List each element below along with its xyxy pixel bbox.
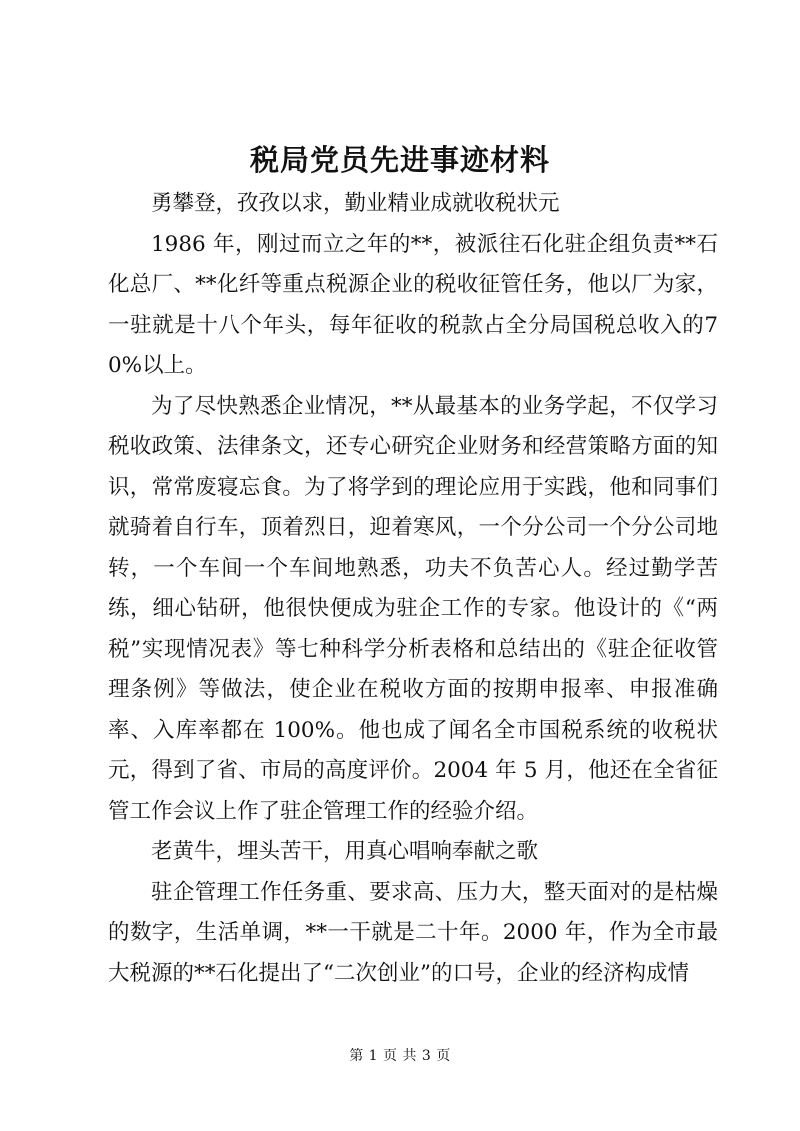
document-body	[108, 184, 718, 994]
document-title: 税局党员先进事迹材料	[249, 143, 550, 177]
paragraph-1: 1986 年，刚过而立之年的**，被派往石化驻企组负责**石化总厂、**化纤等重点税源企业的税收征管任务，他以厂为家，一驻就是十八个年头，每年征收的税款占全分局国税总收入的70%以上。	[108, 231, 718, 378]
section-heading-2: 老黄牛，埋头苦干，用真心唱响奉献之歌	[151, 839, 539, 864]
section-heading-1: 勇攀登，孜孜以求，勤业精业成就收税状元	[151, 191, 560, 216]
page-number-footer: 第 1 页 共 3 页	[349, 1048, 451, 1064]
paragraph-2: 为了尽快熟悉企业情况，**从最基本的业务学起，不仅学习税收政策、法律条文，还专心研究企业财务和经营策略方面的知识，常常废寝忘食。为了将学到的理论应用于实践，他和同事们就骑着自行车，顶着烈日，迎着寒风，一个分公司一个分公司地转，一个车间一个车间地熟悉，功夫不负苦心人。经过勤学苦练，细心钻研，他很快便成为驻企工作的专家。他设计的《“两税”实现情况表》等七种科学分析表格和总结出的《驻企征收管理条例》等做法，使企业在税收方面的按期申报率、申报准确率、入库率都在 100%。他也成了闻名全市国税系统的收税状元，得到了省、市局的高度评价。2004 年 5 月，他还在全省征管工作会议上作了驻企管理工作的经验介绍。	[108, 393, 718, 824]
paragraph-3: 驻企管理工作任务重、要求高、压力大，整天面对的是枯燥的数字，生活单调，**一干就是二十年。2000 年，作为全市最大税源的**石化提出了“二次创业”的口号，企业的经济构成情	[108, 879, 718, 986]
